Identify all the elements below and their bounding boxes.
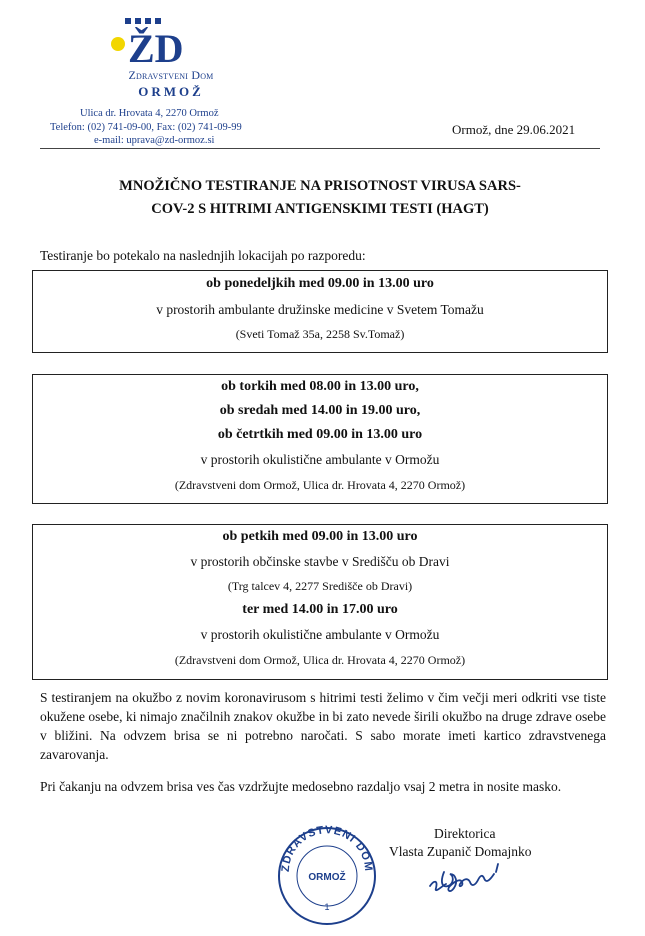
org-town: ORMOŽ [138, 84, 204, 99]
box3-schedule-1: ob petkih med 09.00 in 13.00 uro [222, 529, 418, 544]
box2-schedule-2: ob sredah med 14.00 in 19.00 uro, [219, 403, 421, 418]
box1-schedule: ob ponedeljkih med 09.00 in 13.00 uro [206, 276, 434, 291]
org-email: e-mail: uprava@zd-ormoz.si [94, 135, 215, 146]
box2-place: v prostorih okulistične ambulante v Ormožu [200, 452, 440, 467]
org-address: Ulica dr. Hrovata 4, 2270 Ormož [80, 108, 219, 119]
org-phone: Telefon: (02) 741-09-00, Fax: (02) 741-09-99 [50, 122, 242, 133]
box3-schedule-2: ter med 14.00 in 17.00 uro [242, 602, 398, 617]
box3-place-1: v prostorih občinske stavbe v Središču ob Dravi [190, 554, 450, 569]
signatory-title: Direktorica [434, 826, 496, 841]
svg-text:ZDRAVSTVENI DOM [280, 824, 374, 872]
intro-text: Testiranje bo potekalo na naslednjih lokacijah po razporedu: [40, 248, 366, 263]
title-line-2: COV-2 S HITRIMI ANTIGENSKIMI TESTI (HAGT) [151, 201, 489, 217]
box2-schedule-3: ob četrtkih med 09.00 in 13.00 uro [217, 427, 423, 442]
box3-address-1: (Trg talcev 4, 2277 Središče ob Dravi) [227, 579, 413, 593]
document-title [40, 175, 600, 221]
org-name: Zdravstveni Dom [128, 68, 214, 82]
logo-icon [108, 18, 208, 68]
box3-place-2: v prostorih okulistične ambulante v Ormožu [200, 627, 440, 642]
box2-address: (Zdravstveni dom Ormož, Ulica dr. Hrovata 4, 2270 Ormož) [174, 478, 466, 492]
title-line-1: MNOŽIČNO TESTIRANJE NA PRISOTNOST VIRUSA SARS- [119, 178, 521, 194]
stamp-number: 1 [324, 902, 330, 912]
schedule-box-sveti-tomaz [32, 270, 608, 353]
box1-place: v prostorih ambulante družinske medicine v Svetem Tomažu [156, 302, 484, 317]
handwritten-signature-icon [424, 858, 524, 898]
info-paragraph-1: S testiranjem na okužbo z novim koronavirusom s hitrimi testi želimo v čim večji meri odkriti vse tiste okužene osebe, ki nimajo značilnih znakov okužbe in bi zato nevede širili okužbo na druge zdrave osebe v bližini. Na odvzem brisa se ni potrebno naročati. S sabo morate imeti kartico zdravstvenega zavarovanja. [40, 690, 606, 762]
signatory-name: Vlasta Zupanič Domajnko [389, 844, 532, 859]
header-divider [40, 148, 600, 149]
document-date: Ormož, dne 29.06.2021 [452, 122, 576, 137]
box3-address-2: (Zdravstveni dom Ormož, Ulica dr. Hrovata 4, 2270 Ormož) [174, 653, 466, 667]
info-paragraph-2: Pri čakanju na odvzem brisa ves čas vzdržujte medosebno razdaljo vsaj 2 metra in nosite masko. [40, 779, 562, 794]
box2-schedule-1: ob torkih med 08.00 in 13.00 uro, [221, 379, 419, 394]
logo-mark: ŽD [128, 26, 184, 68]
schedule-box-sredisce [32, 524, 608, 680]
stamp-center-text: ORMOŽ [308, 872, 346, 883]
stamp-arc-text: ZDRAVSTVENI DOM [279, 824, 375, 873]
schedule-box-ormoz [32, 374, 608, 504]
box1-address: (Sveti Tomaž 35a, 2258 Sv.Tomaž) [235, 327, 405, 341]
official-stamp-icon [272, 818, 382, 928]
